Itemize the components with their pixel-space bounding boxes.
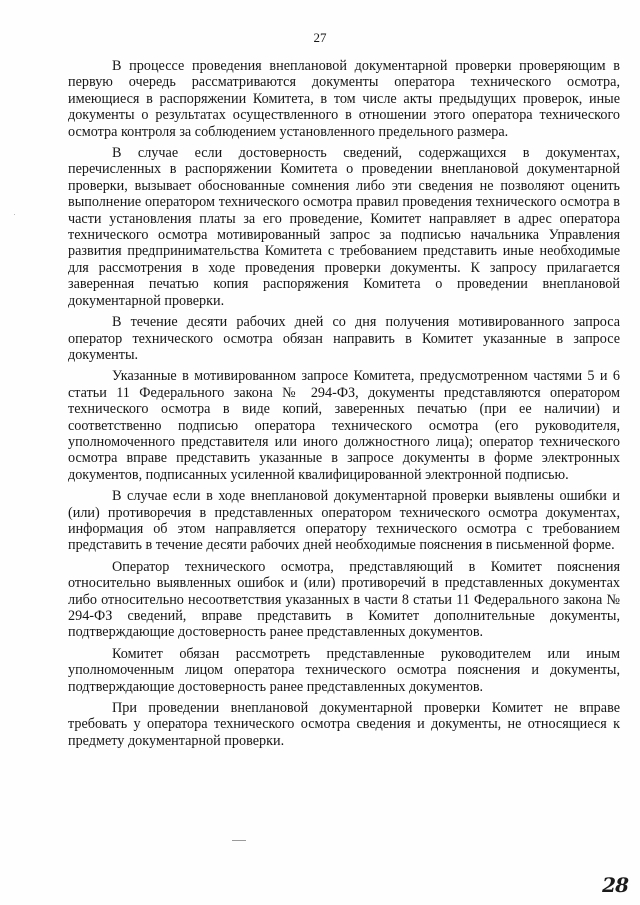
- paragraph-1: В процессе проведения внеплановой документарной проверки проверяющим в первую очередь рассматриваются документы оператора технического осмотра, имеющиеся в распоряжении Комитета, в том числе акты предыдущих проверок, иные документы о результатах осуществленного в отношении этого оператора технического осмотра контроля за соблюдением установленного предельного размера.: [68, 58, 620, 140]
- paragraph-5: В случае если в ходе внеплановой документарной проверки выявлены ошибки и (или) противоречия в представленных оператором технического осмотра документах, информация об этом направляется оператору технического осмотра с требованием представить в течение десяти рабочих дней необходимые пояснения в письменной форме.: [68, 488, 620, 554]
- page-number: 27: [313, 30, 327, 45]
- paragraph-2: В случае если достоверность сведений, содержащихся в документах, перечисленных в распоряжении Комитета о проведении внеплановой документарной проверки, вызывает обоснованные сомнения либо эти сведения не позволяют оценить выполнение оператором технического осмотра правил проведения технического осмотра в части установления платы за его проведение, Комитет направляет в адрес оператора технического осмотра мотивированный запрос за подписью начальника Управления развития предпринимательства Комитета с требованием представить иные необходимые для рассмотрения в ходе проведения проверки документы. К запросу прилагается заверенная печатью копия распоряжения Комитета о проведении внеплановой документарной проверки.: [68, 145, 620, 309]
- paragraph-8: При проведении внеплановой документарной проверки Комитет не вправе требовать у оператора технического осмотра сведения и документы, не относящиеся к предмету документарной проверки.: [68, 700, 620, 749]
- handwritten-sheet-number: 28: [602, 873, 628, 897]
- paragraph-6: Оператор технического осмотра, представляющий в Комитет пояснения относительно выявленных ошибок и (или) противоречий в представленных документах либо относительно несоответствия указанных в части 8 статьи 11 Федерального закона № 294-ФЗ сведений, вправе представить в Комитет дополнительные документы, подтверждающие достоверность ранее представленных документов.: [68, 558, 620, 641]
- paragraph-7: Комитет обязан рассмотреть представленные руководителем или иным уполномоченным лицом оператора технического осмотра пояснения и документы, подтверждающие достоверность ранее представленных документов.: [68, 645, 620, 695]
- paragraph-3: В течение десяти рабочих дней со дня получения мотивированного запроса оператор технического осмотра обязан направить в Комитет указанные в запросе документы.: [68, 314, 620, 363]
- document-body: [68, 58, 620, 754]
- scan-speck: [14, 214, 15, 215]
- paragraph-4: Указанные в мотивированном запросе Комитета, предусмотренном частями 5 и 6 статьи 11 Федерального закона № 294-ФЗ, документы представляются оператором технического осмотра в виде копий, заверенных печатью (при ее наличии) и соответственно подписью оператора технического осмотра (его руководителя, уполномоченного представителя или иного должностного лица); оператор технического осмотра вправе представить указанные в запросе документы в форме электронных документов, подписанных усиленной квалифицированной электронной подписью.: [68, 368, 620, 483]
- footer-divider: [232, 840, 246, 841]
